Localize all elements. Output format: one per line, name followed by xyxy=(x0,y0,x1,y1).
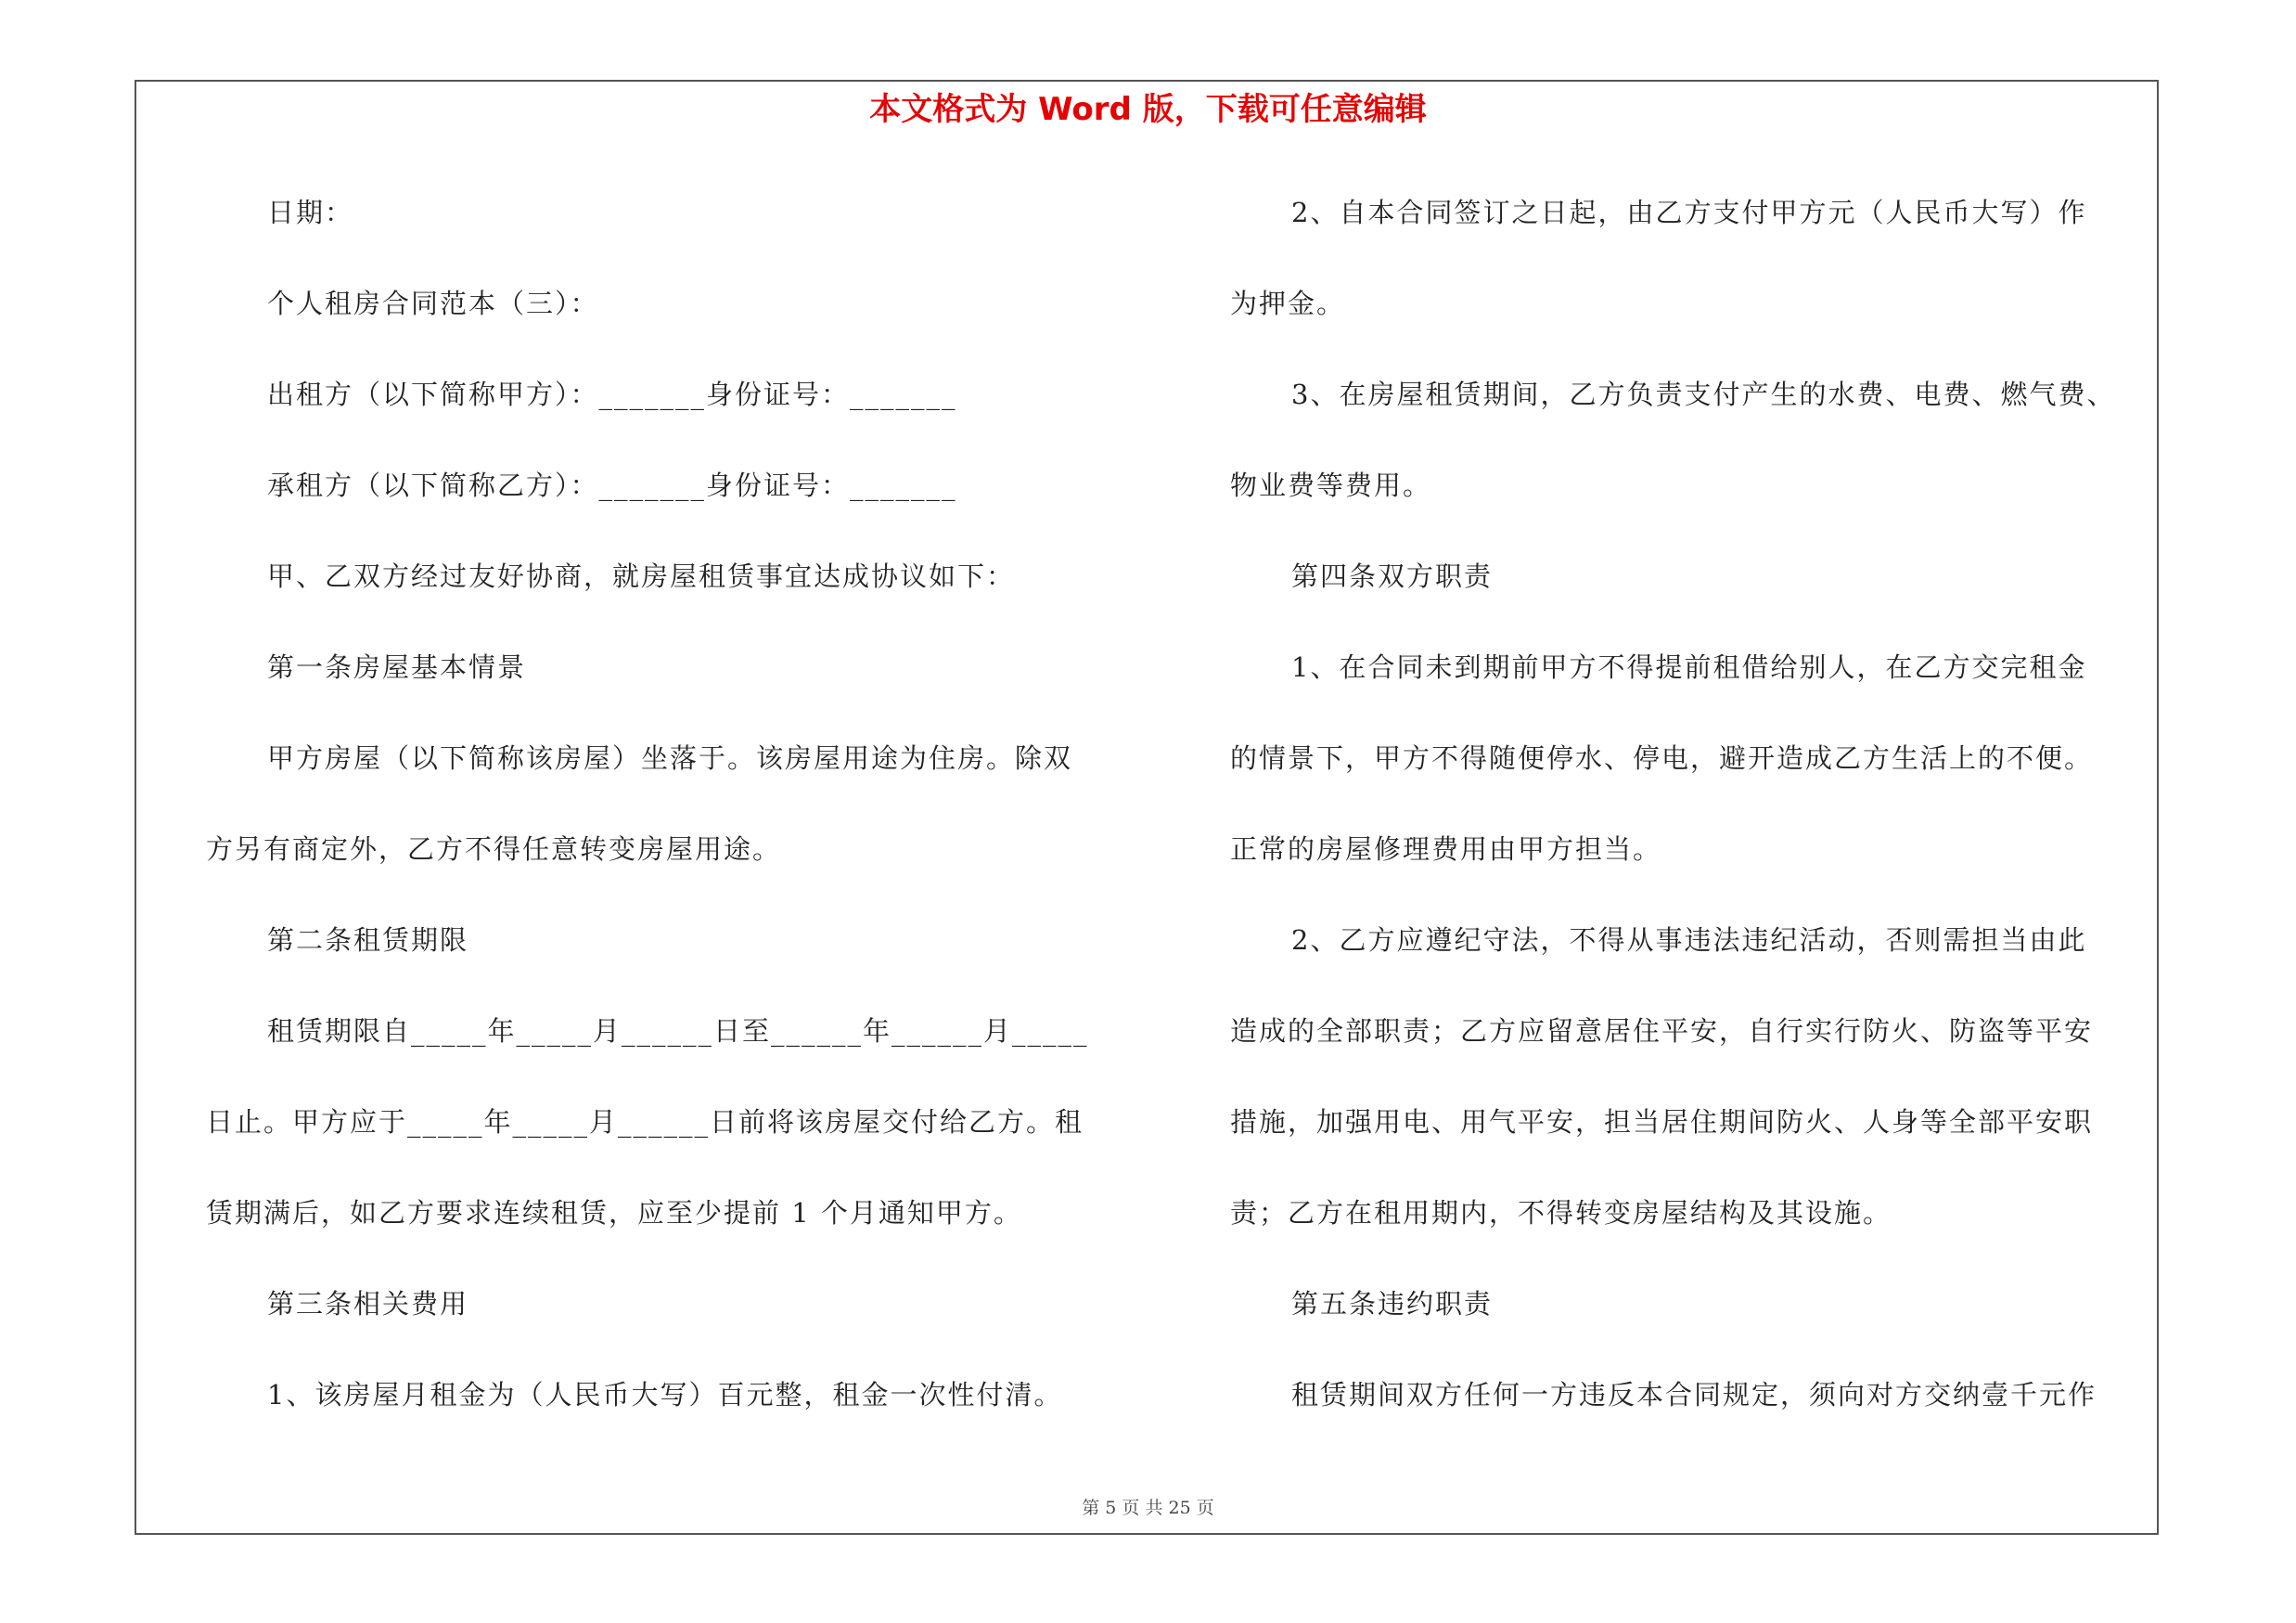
paragraph-line: 日期： xyxy=(267,197,354,228)
paragraph-line: 第五条违约职责 xyxy=(1291,1288,1494,1320)
paragraph-line: 第一条房屋基本情景 xyxy=(267,651,527,683)
paragraph-line: 的情景下，甲方不得随便停水、停电，避开造成乙方生活上的不便。 xyxy=(1230,742,2094,774)
paragraph-line: 赁期满后，如乙方要求连续租赁，应至少提前 1 个月通知甲方。 xyxy=(206,1197,1022,1229)
paragraph-line: 第三条相关费用 xyxy=(267,1288,469,1320)
paragraph-line: 出租方（以下简称甲方）：_______身份证号：_______ xyxy=(267,379,957,410)
paragraph-line: 为押金。 xyxy=(1230,288,1346,319)
paragraph-line: 1、该房屋月租金为（人民币大写）百元整，租金一次性付清。 xyxy=(267,1379,1063,1410)
paragraph-line: 个人租房合同范本（三）： xyxy=(267,288,599,319)
page-number-footer: 第 5 页 共 25 页 xyxy=(1082,1498,1214,1518)
paragraph-line: 方另有商定外，乙方不得任意转变房屋用途。 xyxy=(206,833,782,865)
paragraph-line: 2、自本合同签订之日起，由乙方支付甲方元（人民币大写）作 xyxy=(1291,197,2087,228)
paragraph-line: 租赁期限自_____年_____月______日至______年______月_____ xyxy=(267,1015,1089,1047)
paragraph-line: 甲、乙双方经过友好协商，就房屋租赁事宜达成协议如下： xyxy=(267,560,1016,592)
paragraph-line: 日止。甲方应于_____年_____月______日前将该房屋交付给乙方。租 xyxy=(206,1106,1084,1138)
paragraph-line: 正常的房屋修理费用由甲方担当。 xyxy=(1230,833,1662,865)
format-notice-banner: 本文格式为 Word 版，下载可任意编辑 xyxy=(869,91,1427,128)
paragraph-line: 第二条租赁期限 xyxy=(267,924,469,956)
paragraph-line: 责；乙方在租用期内，不得转变房屋结构及其设施。 xyxy=(1230,1197,1892,1229)
paragraph-line: 造成的全部职责；乙方应留意居住平安，自行实行防火、防盗等平安 xyxy=(1230,1015,2094,1047)
paragraph-line: 甲方房屋（以下简称该房屋）坐落于。该房屋用途为住房。除双 xyxy=(267,742,1073,774)
paragraph-line: 租赁期间双方任何一方违反本合同规定，须向对方交纳壹千元作 xyxy=(1291,1379,2097,1410)
paragraph-line: 3、在房屋租赁期间，乙方负责支付产生的水费、电费、燃气费、 xyxy=(1291,379,2116,410)
paragraph-line: 2、乙方应遵纪守法，不得从事违法违纪活动，否则需担当由此 xyxy=(1291,924,2087,956)
paragraph-line: 物业费等费用。 xyxy=(1230,470,1432,501)
paragraph-line: 承租方（以下简称乙方）：_______身份证号：_______ xyxy=(267,470,957,501)
paragraph-line: 措施，加强用电、用气平安，担当居住期间防火、人身等全部平安职 xyxy=(1230,1106,2094,1138)
paragraph-line: 1、在合同未到期前甲方不得提前租借给别人，在乙方交完租金 xyxy=(1291,651,2087,683)
paragraph-line: 第四条双方职责 xyxy=(1291,560,1494,592)
